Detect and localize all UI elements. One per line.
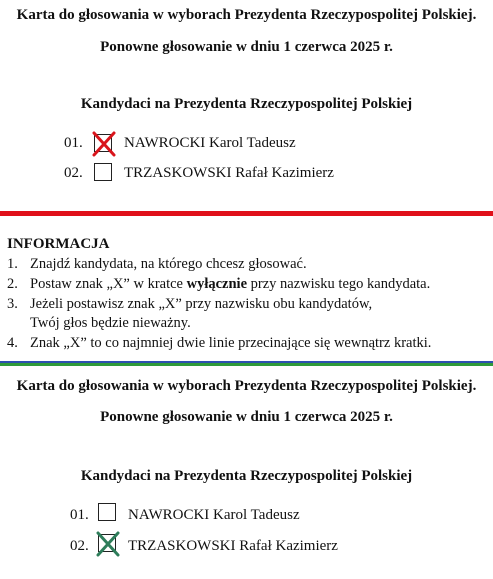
info-item-text-continued: Twój głos będzie nieważny. xyxy=(30,315,191,331)
candidate-name: NAWROCKI Karol Tadeusz xyxy=(124,135,296,151)
candidate-name: NAWROCKI Karol Tadeusz xyxy=(128,507,300,523)
x-mark-red-icon xyxy=(92,131,116,157)
ballot-subtitle: Ponowne głosowanie w dniu 1 czerwca 2025 r. xyxy=(100,39,393,55)
ballot-subtitle: Ponowne głosowanie w dniu 1 czerwca 2025 r. xyxy=(100,409,393,425)
info-item-text: Znajdź kandydata, na którego chcesz głosować. xyxy=(30,256,307,272)
candidates-heading: Kandydaci na Prezydenta Rzeczypospolitej Polskiej xyxy=(80,468,413,484)
emphasis: wyłącznie xyxy=(186,276,248,292)
info-item-text: Postaw znak „X” w kratce wyłącznie przy nazwisku tego kandydata. xyxy=(30,276,431,292)
green-divider xyxy=(0,363,493,366)
vote-checkbox[interactable] xyxy=(94,134,112,152)
candidate-number: 02. xyxy=(64,165,83,181)
candidate-number: 02. xyxy=(70,538,89,554)
vote-checkbox[interactable] xyxy=(98,534,116,552)
candidate-number: 01. xyxy=(64,135,83,151)
vote-checkbox[interactable] xyxy=(98,503,116,521)
ballot-title: Karta do głosowania w wyborach Prezydenta Rzeczypospolitej Polskiej. xyxy=(16,378,477,394)
x-mark-green-icon xyxy=(96,531,120,557)
candidate-name: TRZASKOWSKI Rafał Kazimierz xyxy=(128,538,338,554)
info-heading: INFORMACJA xyxy=(7,236,110,252)
info-item-text: Jeżeli postawisz znak „X” przy nazwisku obu kandydatów, xyxy=(30,296,373,312)
info-item-number: 2. xyxy=(7,276,18,292)
info-item-number: 1. xyxy=(7,256,18,272)
candidates-heading: Kandydaci na Prezydenta Rzeczypospolitej Polskiej xyxy=(80,96,413,112)
red-divider xyxy=(0,211,493,216)
candidate-number: 01. xyxy=(70,507,89,523)
info-item-number: 3. xyxy=(7,296,18,312)
info-item-text: Znak „X” to co najmniej dwie linie przecinające się wewnątrz kratki. xyxy=(30,335,432,351)
info-item-number: 4. xyxy=(7,335,18,351)
vote-checkbox[interactable] xyxy=(94,163,112,181)
candidate-name: TRZASKOWSKI Rafał Kazimierz xyxy=(124,165,334,181)
ballot-title: Karta do głosowania w wyborach Prezydenta Rzeczypospolitej Polskiej. xyxy=(16,7,477,23)
